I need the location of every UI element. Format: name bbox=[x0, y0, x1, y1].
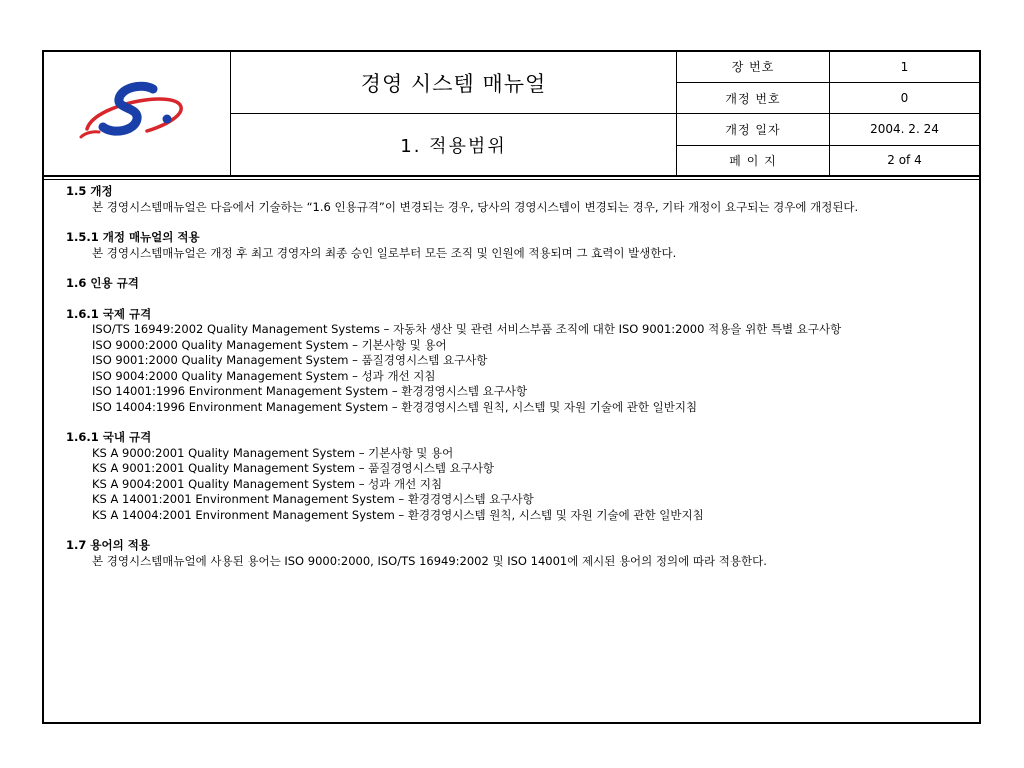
section-heading: 1.5 개정 bbox=[66, 184, 113, 198]
meta-label-date: 개정 일자 bbox=[677, 114, 830, 145]
document-body bbox=[66, 184, 971, 584]
section bbox=[66, 184, 971, 215]
section-heading: 1.7 용어의 적용 bbox=[66, 538, 150, 552]
logo-cell bbox=[44, 52, 231, 176]
section-line: 본 경영시스템매뉴얼은 다음에서 기술하는 “1.6 인용규격”이 변경되는 경우, 당사의 경영시스템이 변경되는 경우, 기타 개정이 요구되는 경우에 개정된다. bbox=[92, 199, 859, 214]
section bbox=[66, 230, 971, 261]
section bbox=[66, 276, 971, 292]
section-heading: 1.6 인용 규격 bbox=[66, 276, 139, 290]
header-double-rule bbox=[44, 176, 979, 180]
section-heading: 1.6.1 국제 규격 bbox=[66, 306, 152, 321]
section bbox=[66, 538, 971, 569]
section-line: ISO 9000:2000 Quality Management System – 기본사항 및 용어 bbox=[92, 337, 447, 352]
section-line: ISO 9001:2000 Quality Management System – 품질경영시스템 요구사항 bbox=[92, 353, 488, 367]
section-line: 본 경영시스템매뉴얼에 사용된 용어는 ISO 9000:2000, ISO/TS 16949:2002 및 ISO 14001에 제시된 용어의 정의에 따라 적용한다. bbox=[92, 553, 767, 568]
section-line: ISO 14001:1996 Environment Management System – 환경경영시스템 요구사항 bbox=[92, 384, 528, 398]
section-heading: 1.5.1 개정 매뉴얼의 적용 bbox=[66, 230, 200, 244]
section-line: ISO 14004:1996 Environment Management System – 환경경영시스템 원칙, 시스템 및 자원 기술에 관한 일반지침 bbox=[92, 399, 698, 414]
section bbox=[66, 430, 971, 523]
manual-title: 경영 시스템 매뉴얼 bbox=[231, 52, 677, 114]
company-logo-icon bbox=[77, 77, 197, 147]
meta-label-page: 페 이 지 bbox=[677, 145, 830, 175]
meta-label-chapter: 장 번호 bbox=[677, 52, 830, 82]
section-line: KS A 14001:2001 Environment Management System – 환경경영시스템 요구사항 bbox=[92, 492, 534, 506]
meta-value-page: 2 of 4 bbox=[830, 145, 980, 175]
document-header-table bbox=[44, 52, 979, 176]
chapter-subtitle: 1. 적용범위 bbox=[231, 114, 677, 176]
meta-label-revision: 개정 번호 bbox=[677, 82, 830, 113]
section-line: ISO 9004:2000 Quality Management System – 성과 개선 지침 bbox=[92, 368, 436, 383]
document-page bbox=[42, 50, 981, 724]
section-line: KS A 9000:2001 Quality Management System – 기본사항 및 용어 bbox=[92, 445, 454, 460]
meta-value-revision: 0 bbox=[830, 82, 980, 113]
section-line: KS A 9001:2001 Quality Management System – 품질경영시스템 요구사항 bbox=[92, 461, 495, 475]
section bbox=[66, 307, 971, 416]
meta-value-date: 2004. 2. 24 bbox=[830, 114, 980, 145]
meta-value-chapter: 1 bbox=[830, 52, 980, 82]
section-line: 본 경영시스템매뉴얼은 개정 후 최고 경영자의 최종 승인 일로부터 모든 조직 및 인원에 적용되며 그 효력이 발생한다. bbox=[92, 245, 677, 260]
section-line: ISO/TS 16949:2002 Quality Management Systems – 자동차 생산 및 관련 서비스부품 조직에 대한 ISO 9001:2000 적용을 위한 특별 요구사항 bbox=[92, 322, 842, 336]
section-line: KS A 9004:2001 Quality Management System – 성과 개선 지침 bbox=[92, 476, 443, 491]
section-heading: 1.6.1 국내 규격 bbox=[66, 430, 152, 444]
section-line: KS A 14004:2001 Environment Management System – 환경경영시스템 원칙, 시스템 및 자원 기술에 관한 일반지침 bbox=[92, 507, 704, 522]
